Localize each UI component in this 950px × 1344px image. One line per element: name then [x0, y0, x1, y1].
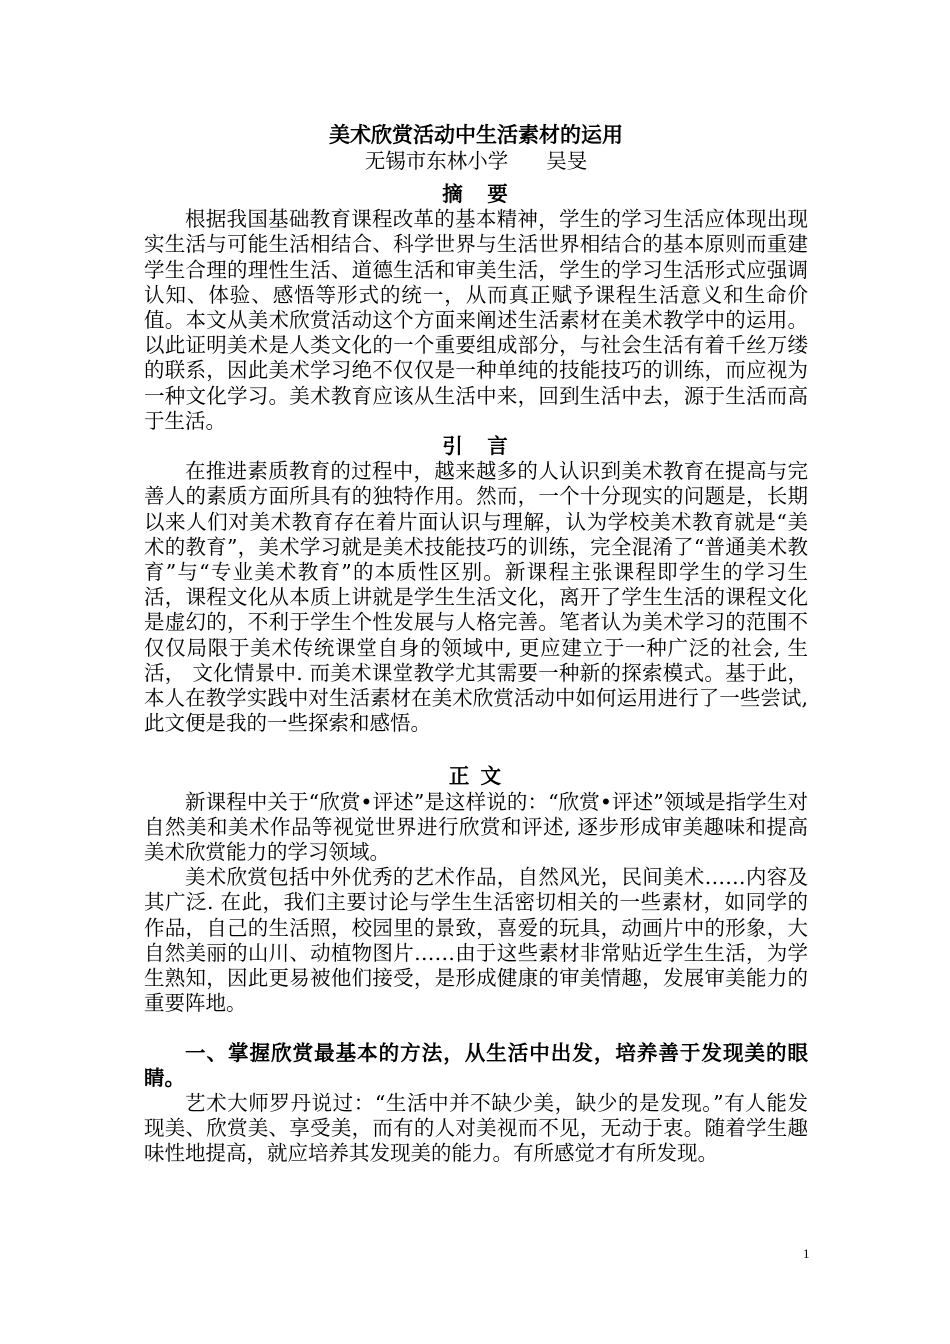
body-heading: 正 文 — [448, 764, 504, 789]
abstract-heading: 摘 要 — [442, 182, 510, 206]
author-school: 无锡市东林小学 — [364, 149, 509, 173]
document-content — [144, 122, 808, 1167]
intro-heading: 引 言 — [442, 434, 510, 459]
abstract-text: 根据我国基础教育课程改革的基本精神，学生的学习生活应体现出现实生活与可能生活相结合、科学世界与生活世界相结合的基本原则而重建学生合理的理性生活、道德生活和审美生活，学生的学习生活形式应强调认知、体验、感悟等形式的统一，从而真正赋予课程生活意义和生命价值。本文从美术欣赏活动这个方面来阐述生活素材在美术教学中的运用。以此证明美术是人类文化的一个重要组成部分，与社会生活有着千丝万缕的联系，因此美术学习绝不仅仅是一种单纯的技能技巧的训练，而应视为一种文化学习。美术教育应该从生活中来，回到生活中去，源于生活而高于生活。 — [144, 207, 808, 433]
author-line — [144, 148, 808, 174]
section-heading: 一、掌握欣赏最基本的方法，从生活中出发，培养善于发现美的眼睛。 — [144, 1040, 808, 1090]
document-title: 美术欣赏活动中生活素材的运用 — [329, 122, 623, 147]
body-paragraph: 美术欣赏包括中外优秀的艺术作品，自然风光，民间美术……内容及其广泛. 在此，我们主要讨论与学生生活密切相关的一些素材，如同学的作品，自己的生活照，校园里的景致，喜爱的玩具，动画片中的形象，大自然美丽的山川、动植物图片……由于这些素材非常贴近学生生活，为学生熟知，因此更易被他们接受，是形成健康的审美情趣，发展审美能力的重要阵地。 — [144, 865, 808, 1016]
author-name: 吴旻 — [546, 149, 588, 173]
body-paragraph: 新课程中关于“欣赏•评述”是这样说的：“欣赏•评述”领域是指学生对自然美和美术作品等视觉世界进行欣赏和评述, 逐步形成审美趣味和提高美术欣赏能力的学习领域。 — [144, 789, 808, 865]
section-paragraph: 艺术大师罗丹说过：“生活中并不缺少美，缺少的是发现。”有人能发现美、欣赏美、享受美，而有的人对美视而不见，无动于衷。随着学生趣味性地提高，就应培养其发现美的能力。有所感觉才有所发现。 — [144, 1090, 808, 1166]
page-number: 1 — [803, 1246, 810, 1261]
intro-text: 在推进素质教育的过程中，越来越多的人认识到美术教育在提高与完善人的素质方面所具有的独特作用。然而，一个十分现实的问题是，长期以来人们对美术教育存在着片面认识与理解，认为学校美术教育就是“美术的教育”，美术学习就是美术技能技巧的训练，完全混淆了“普通美术教育”与“专业美术教育”的本质性区别。新课程主张课程即学生的学习生活，课程文化从本质上讲就是学生生活文化，离开了学生生活的课程文化是虚幻的，不利于学生个性发展与人格完善。笔者认为美术学习的范围不仅仅局限于美术传统课堂自身的领域中, 更应建立于一种广泛的社会, 生活， 文化情景中. 而美术课堂教学尤其需要一种新的探索模式。基于此，本人在教学实践中对生活素材在美术欣赏活动中如何运用进行了一些尝试, 此文便是我的一些探索和感悟。 — [144, 459, 808, 736]
